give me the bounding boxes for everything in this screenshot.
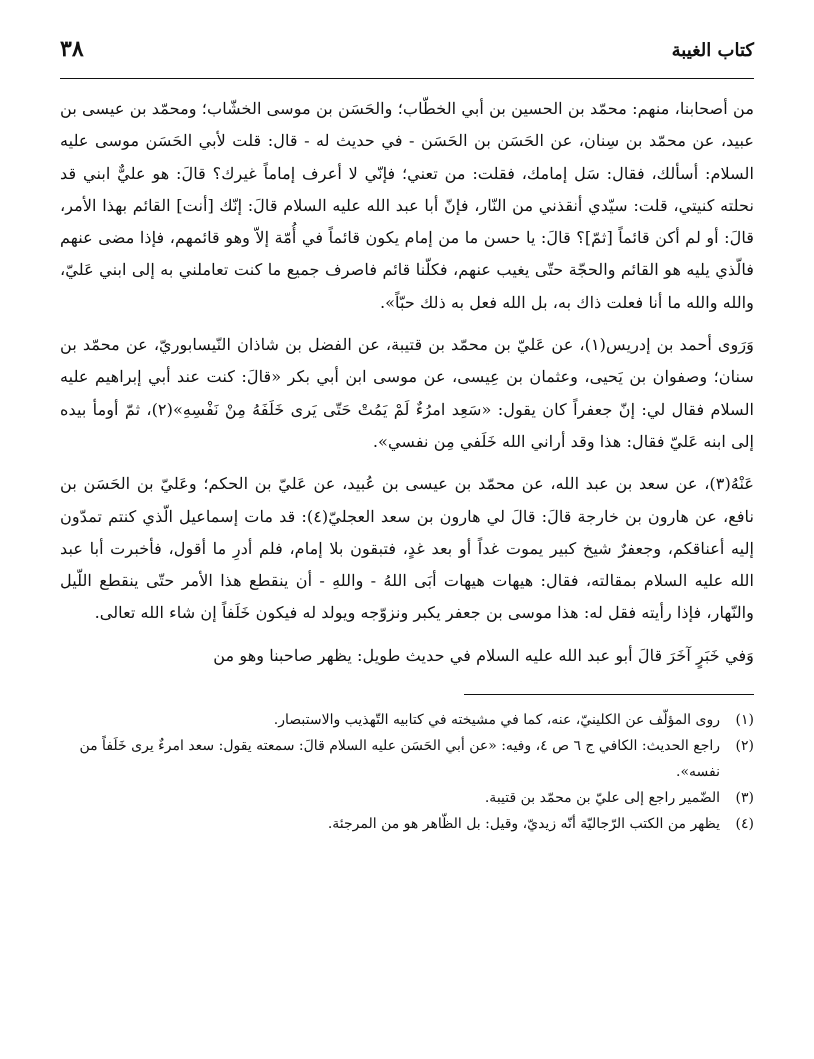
footnote-number: (٢) (735, 738, 754, 755)
paragraph: عَنْهُ(٣)، عن سعد بن عبد الله، عن محمّد بن عيسى بن عُبيد، عن عَليّ بن الحكم؛ وعَليّ بن الحَسَن بن نافع، عن هارون بن خارجة قالَ: قالَ لي هارون بن سعد العجليّ(٤): قد مات إسماعيل الّذي كنتم تمدّون إليه أعناقكم، وجعفرٌ شيخ كبير يموت غداً أو بعد غدٍ، فتبقون بلا إمام، فلم أدرِ ما أقول، فأخبرت أبا عبد الله عليه السلام بمقالته، فقال: هيهات هيهات أبَى اللهُ - واللهِ - أن ينقطع هذا الأمر حتّى ينقطع اللّيل والنّهار، فإذا رأيته فقل له: هذا موسى بن جعفر يكبر ونزوّجه ويولد له فيكون خَلَفاً إن شاء الله تعالى. (60, 474, 754, 623)
paragraph: وَرَوى أحمد بن إدريس(١)، عن عَليّ بن محمّد بن قتيبة، عن الفضل بن شاذان النّيسابوريّ، عن محمّد بن سنان؛ وصفوان بن يَحيى، وعثمان بن عِيسى، عن موسى ابن أبي بكر «قالَ: كنت عند أبي إبراهيم عليه السلام فقال لي: إنّ جعفراً كان يقول: «سَعِد امرُءٌ لَمْ يَمُتْ حَتّى يَرى خَلَفَهُ مِنْ نَفْسِهِ»(٢)، ثمّ أومأ بيده إلى ابنه عَليّ فقال: هذا وقد أراني الله خَلَفي مِن نفسي». (60, 335, 755, 451)
header-divider (60, 78, 754, 79)
footnote-number: (٤) (735, 816, 754, 833)
footnote-text: روى المؤلّف عن الكلينيّ، عنه، كما في مشيخته في كتابيه التّهذيب والاستبصار. (273, 712, 720, 729)
footnote-number: (٣) (735, 790, 754, 807)
footnote-text: يظهر من الكتب الرّجاليّة أنّه زيديّ، وقيل: بل الظّاهر هو من المرجئة. (327, 816, 720, 833)
footnote-number: (١) (735, 712, 754, 729)
paragraph: من أصحابنا، منهم: محمّد بن الحسين بن أبي الخطّاب؛ والحَسَن بن موسى الخشّاب؛ ومحمّد بن عيسى بن عبيد، عن محمّد بن سِنان، عن الحَسَن بن الحَسَن - في حديث له - قال: قلت لأبي الحَسَن موسى عليه السلام: أسألك، فقال: سَل إمامك، فقلت: من تعني؛ فإنّي لا أعرف إماماً غيرك؟ قالَ: هو عليٌّ ابني قد نحلته كنيتي، قلت: سيّدي أنقذني من النّار، فإنّ أبا عبد الله عليه السلام قالَ: إنّك [أنت] القائم بهذا الأمر، قالَ: أو لم أكن قائماً [ثمّ]؟ قالَ: يا حسن ما من إمام يكون قائماً في أُمّة إلاّ وهو قائمهم، فإذا مضى عنهم فالّذي يليه هو القائم والحجّة حتّى يغيب عنهم، فكلّنا قائم فاصرف جميع ما كنت تعاملني به إلى ابني عَليّ، والله والله ما أنا فعلت ذاك به، بل الله فعل به ذلك حبّاً». (60, 99, 754, 312)
footnote (60, 785, 754, 811)
footnotes (60, 707, 754, 837)
page-number: ٣٨ (60, 36, 84, 62)
footnote (60, 733, 754, 785)
footnote-text: الضّمير راجع إلى عليّ بن محمّد بن قتيبة. (484, 790, 720, 807)
footnote (60, 707, 754, 733)
book-title: كتاب الغيبة (671, 40, 754, 61)
footnote-divider (464, 694, 754, 695)
footnote (60, 811, 754, 837)
paragraph: وَفي خَبَرٍ آخَرَ قالَ أبو عبد الله عليه السلام في حديث طويل: يظهر صاحبنا وهو من (213, 645, 754, 665)
main-text (60, 93, 754, 672)
page-header (60, 36, 754, 72)
footnote-text: راجع الحديث: الكافي ج ٦ ص ٤، وفيه: «عن أبي الحَسَن عليه السلام قالَ: سمعته يقول: سعد امرءٌ يرى خَلَفاً من نفسه». (79, 738, 720, 781)
